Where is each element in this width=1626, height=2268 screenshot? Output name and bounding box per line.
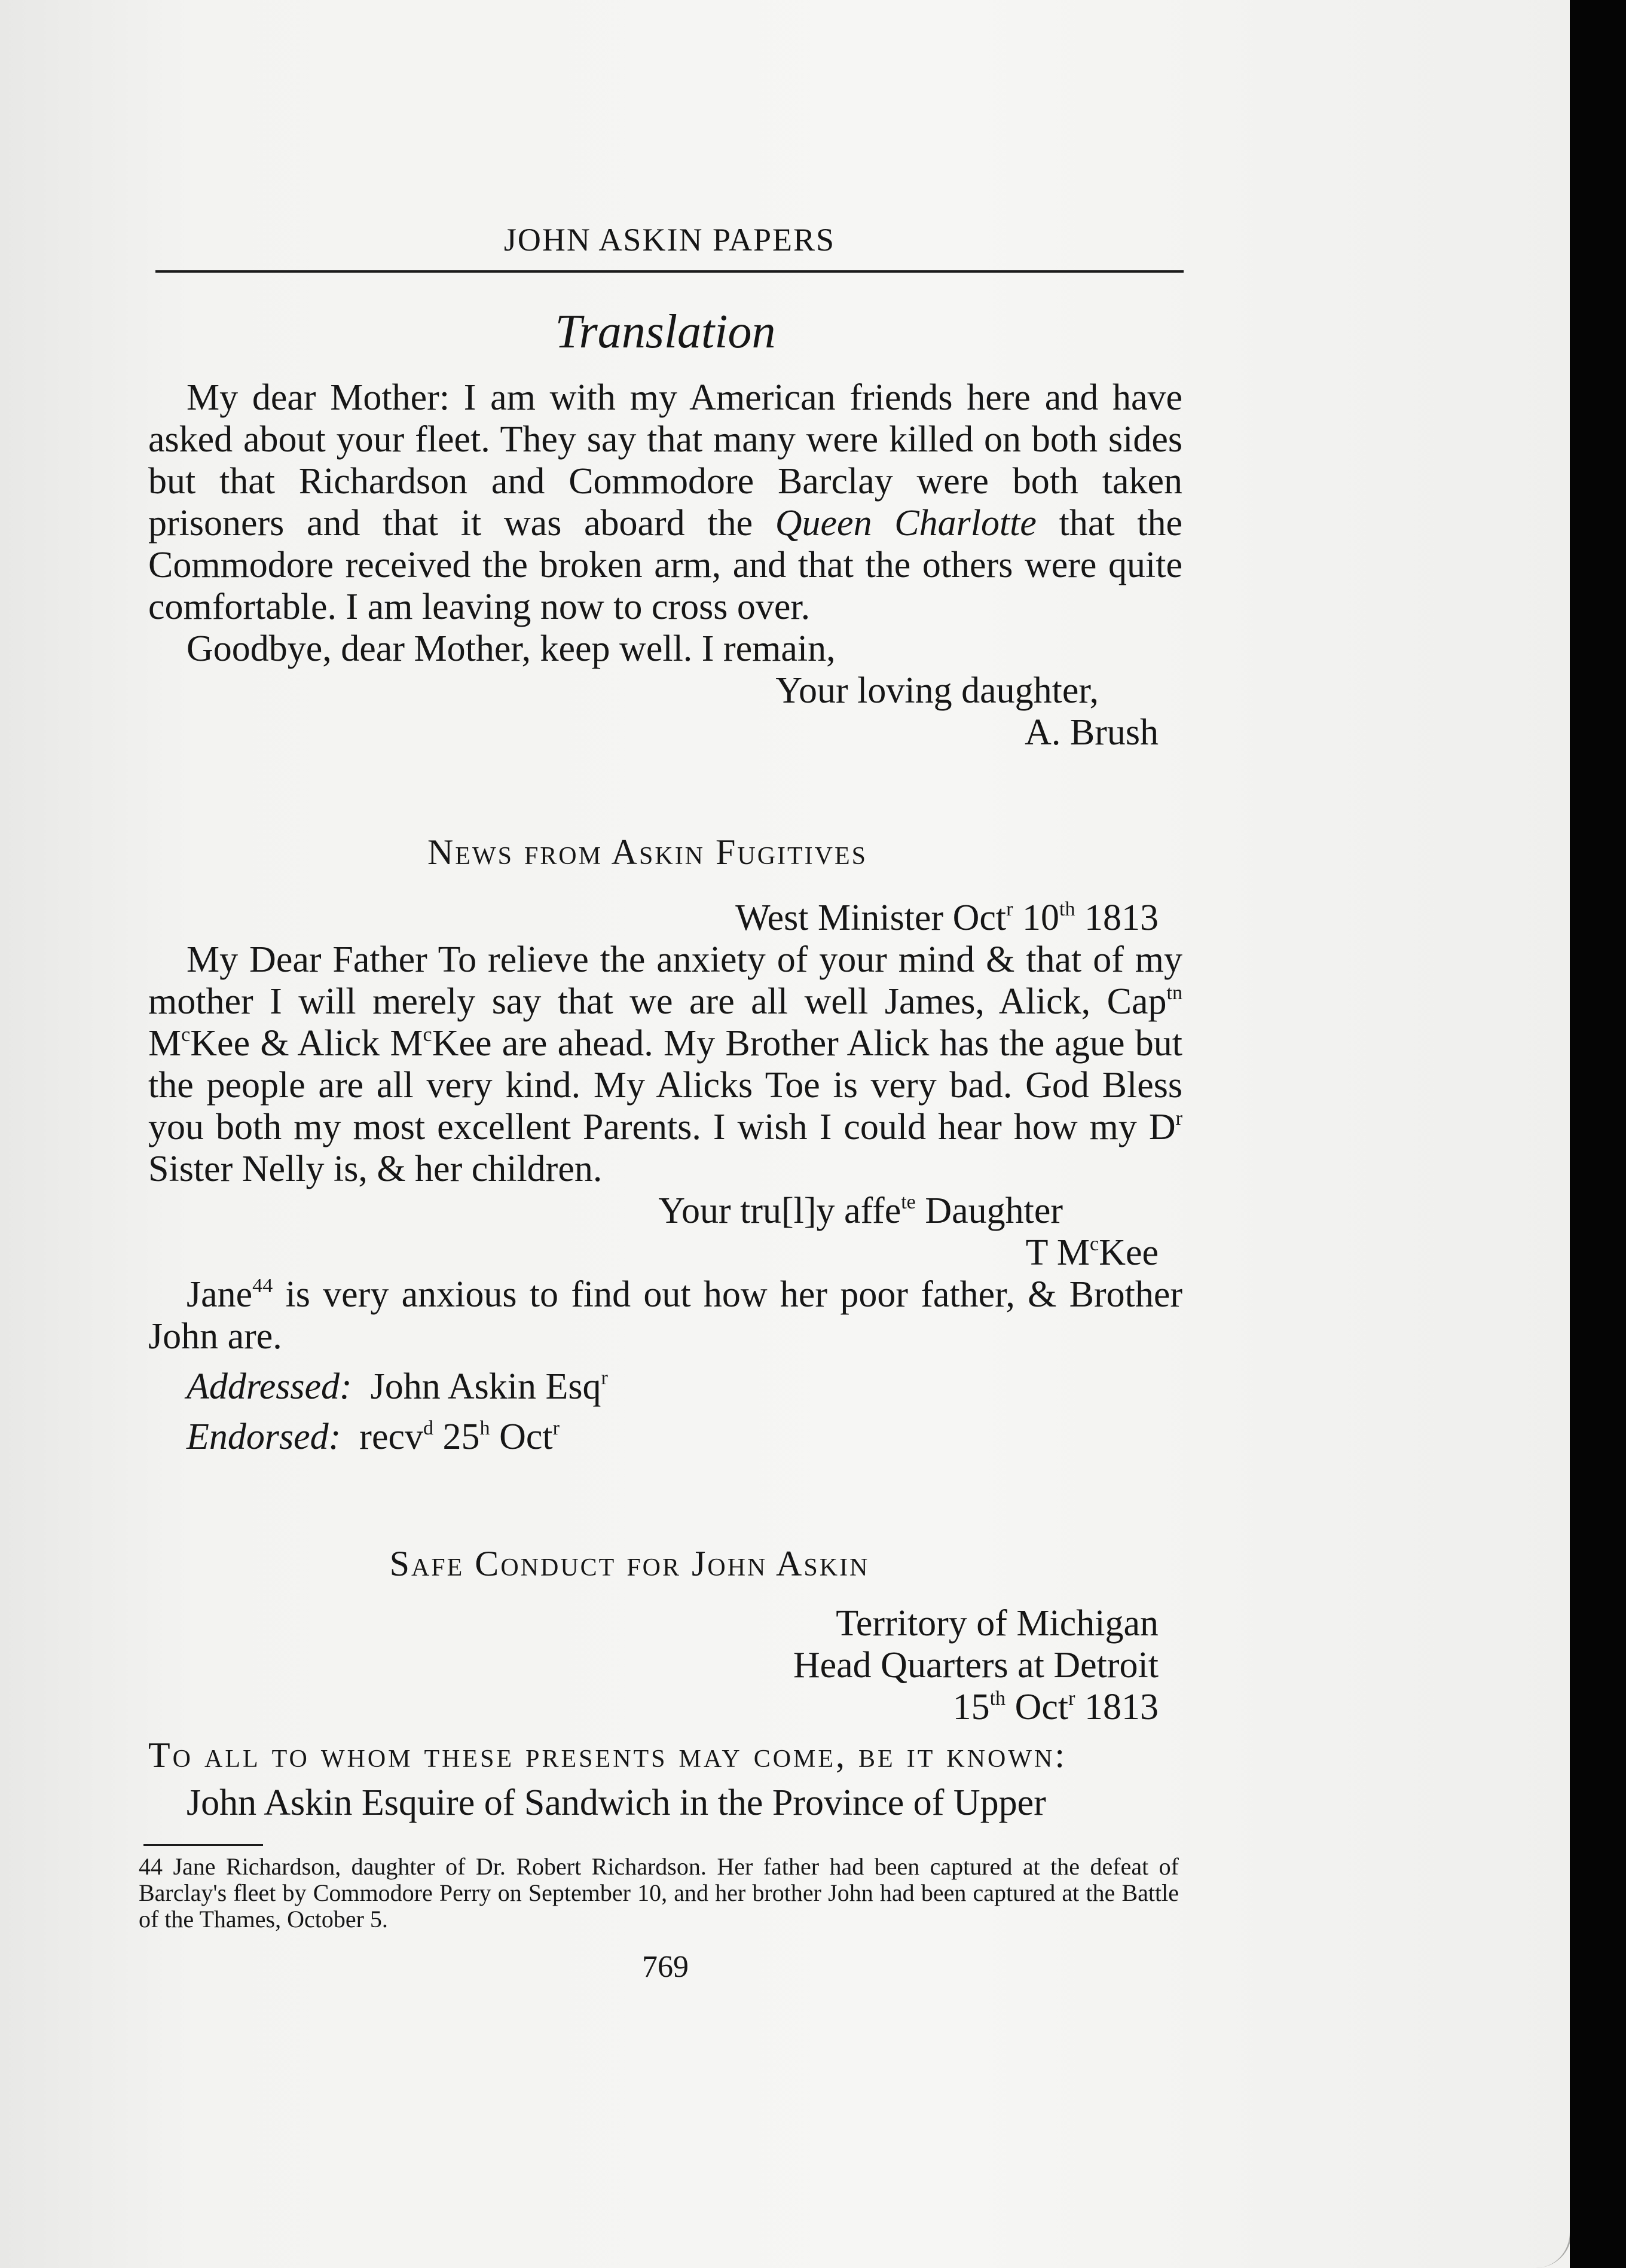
fugitives-heading: News from Askin Fugitives bbox=[427, 832, 868, 872]
endorsed-line: Endorsed: recv$^d$ 25$^h$ Oct$^r$ bbox=[187, 1417, 560, 1457]
page-number: 769 bbox=[642, 1950, 689, 1984]
footnote-ref: 44 bbox=[252, 1275, 273, 1298]
fugitives-closing: Your tru[l]y affe$^{te}$ Daughter bbox=[658, 1191, 1063, 1231]
footnote-44 bbox=[139, 1854, 1179, 1933]
addressed-line: Addressed: John Askin Esq$^r$ bbox=[187, 1366, 608, 1407]
running-head: JOHN ASKIN PAPERS bbox=[503, 222, 836, 258]
safe-conduct-section bbox=[148, 1543, 1182, 1824]
translation-title: Translation bbox=[555, 306, 776, 358]
translation-closing: Your loving daughter, bbox=[775, 670, 1099, 711]
translation-paragraph-1: My dear Mother: I am with my American friends here and have asked about your fleet. They say that many were killed on both sides but that Richardson and Commodore Barclay were both taken prisoners and that it was aboard the Queen Charlotte that the Commodore received the broken arm, and that the others were quite comfortable. I am leaving now to cross over. bbox=[148, 377, 1182, 627]
safe-conduct-place-2: Head Quarters at Detroit bbox=[793, 1645, 1159, 1686]
safe-conduct-heading: Safe Conduct for John Askin bbox=[389, 1544, 870, 1583]
fugitives-section bbox=[148, 831, 1182, 1458]
fugitives-dateline: West Minister Oct$^r$ 10th 1813 bbox=[735, 898, 1159, 938]
header-rule bbox=[155, 270, 1184, 273]
safe-conduct-proclamation: To all to whom these presents may come, be it known: bbox=[148, 1735, 1067, 1775]
safe-conduct-text: John Askin Esquire of Sandwich in the Province of Upper bbox=[187, 1782, 1046, 1823]
fugitives-paragraph-1: My Dear Father To relieve the anxiety of your mind & that of my mother I will merely say that we are all well James, Alick, Cap$^{tn}$ $M^cKee$ & Alick $M^cKee$ are ahead. My Brother Alick has the ague but the people are all very kind. My Alicks Toe is very bad. God Bless you both my most excellent Parents. I wish I could hear how my $D^r$ Sister Nelly is, & her children. bbox=[148, 939, 1182, 1189]
fugitives-signature: T $M^cKee$ bbox=[1025, 1232, 1159, 1273]
safe-conduct-date: 15th Oct$^r$ 1813 bbox=[952, 1687, 1159, 1727]
translation-signature: A. Brush bbox=[1025, 712, 1159, 753]
safe-conduct-place-1: Territory of Michigan bbox=[836, 1603, 1159, 1644]
translation-letter bbox=[148, 377, 1182, 753]
translation-paragraph-2: Goodbye, dear Mother, keep well. I remain, bbox=[187, 628, 836, 669]
footnote-rule bbox=[143, 1844, 263, 1846]
scan-background bbox=[1570, 0, 1626, 2268]
ship-name: Queen Charlotte bbox=[775, 503, 1037, 544]
footnote-text: Jane Richardson, daughter of Dr. Robert Richardson. Her father had been captured at the defeat of Barclay's fleet by Commodore Perry on September 10, and her brother John had been captured at the Battle of the Thames, October 5. bbox=[139, 1853, 1179, 1933]
fugitives-paragraph-2: Jane$^{44}$ is very anxious to find out how her poor father, & Brother John are. bbox=[148, 1274, 1182, 1357]
footnote-number: 44 bbox=[139, 1853, 163, 1880]
